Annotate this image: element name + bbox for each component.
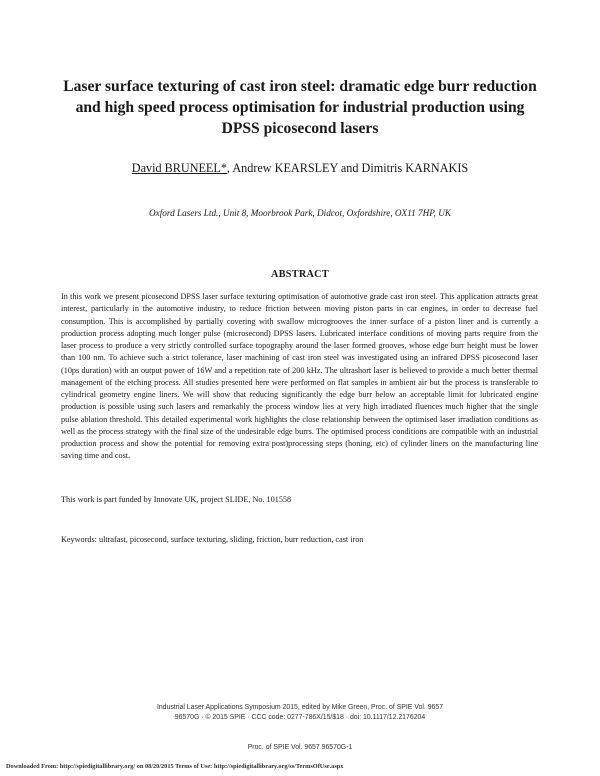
- download-note[interactable]: Downloaded From: http://spiedigitallibrary.org/ on 08/20/2015 Terms of Use: http://spiedigitallibrary.org/ss/TermsOfUse.aspx: [6, 763, 344, 770]
- keywords: Keywords: ultrafast, picosecond, surface texturing, sliding, friction, burr reduction, cast iron: [61, 535, 364, 544]
- paper-title: Laser surface texturing of cast iron steel: dramatic edge burr reduction and high speed process optimisation for industrial production using DPSS picosecond lasers: [63, 78, 537, 137]
- co-authors: , Andrew KEARSLEY and Dimitris KARNAKIS: [226, 161, 469, 175]
- citation-line-1: Industrial Laser Applications Symposium 2015, edited by Mike Green, Proc. of SPIE Vol. 9657: [156, 704, 444, 711]
- author-list: [60, 160, 540, 176]
- abstract-text: In this work we present picosecond DPSS laser surface texturing optimisation of automotive grade cast iron steel. This application attracts great interest, particularly in the automotive industry, to reduce friction between moving piston parts in car engines, in order to decrease fuel consumption. This is accomplished by partially covering with swallow microgrooves the inner surface of a piston liner and is currently a production process adopting much longer pulse (microsecond) DPSS lasers. Lubricated interface conditions of moving parts require from the laser process to produce a very strictly controlled surface topography around the laser formed grooves, whose edge burr height must be lower than 100 nm. To achieve such a strict tolerance, laser machining of cast iron steel was investigated using an infrared DPSS picosecond laser (10ps duration) with an output power of 16W and a repetition rate of 200 kHz. The ultrashort laser is believed to provide a much better thermal management of the etching process. All studies presented here were performed on flat samples in ambient air but the process is transferable to cylindrical geometry engine liners. We will show that reducing significantly the edge burr below an acceptable limit for lubricated engine production is possible using such lasers and remarkably the process window lies at very high irradiated fluences much higher that the single pulse ablation threshold. This detailed experimental work highlights the close relationship between the optimised laser irradiation conditions as well as the process strategy with the final size of the undesirable edge burrs. The optimised process conditions are compatible with an industrial production process and show the potential for removing extra post)processing steps (honing, etc) of cylinder liners on the manufacturing line saving time and cost.: [61, 292, 538, 461]
- corresponding-author[interactable]: David BRUNEEL*: [131, 161, 227, 175]
- citation-line-2: 96570G · © 2015 SPIE · CCC code: 0277-786X/15/$18 · doi: 10.1117/12.2176204: [174, 714, 426, 721]
- footer-citation: [60, 703, 540, 723]
- affiliation: Oxford Lasers Ltd., Unit 8, Moorbrook Park, Didcot, Oxfordshire, OX11 7HP, UK: [149, 208, 451, 218]
- page-number: Proc. of SPIE Vol. 9657 96570G-1: [247, 744, 353, 751]
- abstract-heading: ABSTRACT: [271, 269, 329, 280]
- funding-statement: This work is part funded by Innovate UK, project SLIDE, No. 101558: [61, 495, 292, 504]
